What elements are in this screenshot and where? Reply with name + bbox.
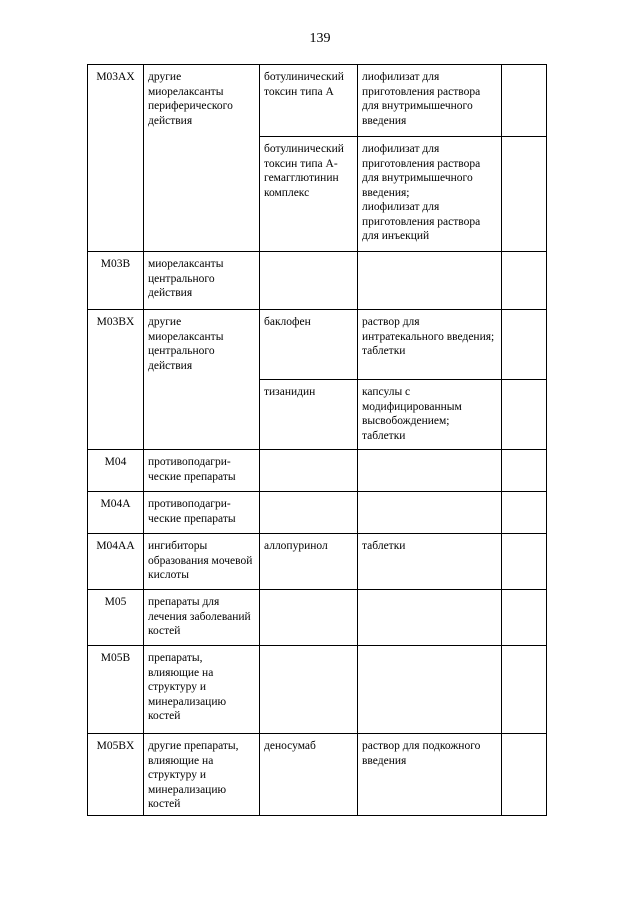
pharmacological-group-cell — [144, 646, 260, 734]
drug-name: деносумаб — [264, 740, 316, 752]
dosage-form-cell — [358, 65, 502, 137]
table-row — [88, 450, 547, 492]
table-row — [88, 646, 547, 734]
pharmacological-group: препараты для лечения заболеваний костей — [148, 596, 251, 637]
table-row — [88, 734, 547, 816]
pharmacological-group: противоподагри- ческие препараты — [148, 456, 236, 483]
drug-name: ботулинический токсин типа А-гемагглютинин комплекс — [264, 143, 344, 199]
pharmacological-group: ингибиторы образования мочевой кислоты — [148, 540, 253, 581]
drug-name: ботулинический токсин типа А — [264, 71, 344, 98]
drug-name-cell — [260, 65, 358, 137]
empty-cell — [502, 646, 547, 734]
medication-table — [87, 64, 547, 816]
pharmacological-group-cell — [144, 492, 260, 534]
table-row — [88, 252, 547, 310]
atc-code: M05B — [100, 652, 131, 664]
empty-cell — [502, 450, 547, 492]
empty-cell — [502, 310, 547, 380]
drug-name-cell — [260, 590, 358, 646]
drug-name-cell — [260, 450, 358, 492]
dosage-form-cell — [358, 252, 502, 310]
pharmacological-group: противоподагри- ческие препараты — [148, 498, 236, 525]
table-row — [88, 310, 547, 380]
pharmacological-group: другие миорелаксанты центрального действия — [148, 316, 224, 372]
atc-code-cell — [88, 252, 144, 310]
dosage-form-cell — [358, 450, 502, 492]
pharmacological-group-cell — [144, 590, 260, 646]
pharmacological-group-cell — [144, 734, 260, 816]
drug-name-cell — [260, 310, 358, 380]
drug-name-cell — [260, 252, 358, 310]
empty-cell — [502, 65, 547, 137]
empty-cell — [502, 534, 547, 590]
atc-code-cell — [88, 65, 144, 252]
atc-code: M03BX — [96, 316, 135, 328]
atc-code: M04A — [100, 498, 131, 510]
dosage-form-cell — [358, 734, 502, 816]
atc-code-cell — [88, 646, 144, 734]
atc-code: M05BX — [96, 740, 135, 752]
dosage-form: раствор для подкожного введения — [362, 740, 481, 767]
dosage-form: лиофилизат для приготовления раствора для внутримышечного введения — [362, 71, 481, 127]
dosage-form: лиофилизат для приготовления раствора для внутримышечного введения; лиофилизат для приготовления раствора для инъекций — [362, 143, 481, 242]
empty-cell — [502, 252, 547, 310]
empty-cell — [502, 137, 547, 252]
empty-cell — [502, 734, 547, 816]
table-row — [88, 590, 547, 646]
drug-name-cell — [260, 492, 358, 534]
dosage-form: капсулы с модифицированным высвобождением; таблетки — [362, 386, 462, 442]
dosage-form-cell — [358, 534, 502, 590]
pharmacological-group-cell — [144, 450, 260, 492]
atc-code-cell — [88, 492, 144, 534]
empty-cell — [502, 590, 547, 646]
pharmacological-group: препараты, влияющие на структуру и минерализацию костей — [148, 652, 227, 722]
table-row — [88, 534, 547, 590]
dosage-form-cell — [358, 492, 502, 534]
atc-code: M04 — [104, 456, 127, 468]
atc-code-cell — [88, 534, 144, 590]
atc-code: M03B — [100, 258, 131, 270]
drug-name-cell — [260, 137, 358, 252]
table-row — [88, 492, 547, 534]
pharmacological-group-cell — [144, 534, 260, 590]
dosage-form-cell — [358, 590, 502, 646]
pharmacological-group-cell — [144, 252, 260, 310]
pharmacological-group-cell — [144, 65, 260, 252]
table-row — [88, 65, 547, 137]
drug-name-cell — [260, 534, 358, 590]
atc-code: M05 — [104, 596, 127, 608]
atc-code-cell — [88, 590, 144, 646]
dosage-form-cell — [358, 380, 502, 450]
pharmacological-group: миорелаксанты центрального действия — [148, 258, 224, 299]
drug-name-cell — [260, 734, 358, 816]
pharmacological-group: другие препараты, влияющие на структуру и минерализацию костей — [148, 740, 239, 810]
page-number: 139 — [309, 31, 331, 46]
drug-name: аллопуринол — [264, 540, 328, 552]
dosage-form-cell — [358, 646, 502, 734]
atc-code: M04AA — [96, 540, 135, 552]
atc-code-cell — [88, 734, 144, 816]
empty-cell — [502, 492, 547, 534]
dosage-form: раствор для интратекального введения; таблетки — [362, 316, 495, 357]
empty-cell — [502, 380, 547, 450]
atc-code-cell — [88, 310, 144, 450]
drug-name-cell — [260, 380, 358, 450]
dosage-form-cell — [358, 137, 502, 252]
drug-name-cell — [260, 646, 358, 734]
pharmacological-group: другие миорелаксанты периферического действия — [148, 71, 233, 127]
drug-name: баклофен — [264, 316, 311, 328]
atc-code: M03AX — [96, 71, 135, 83]
dosage-form-cell — [358, 310, 502, 380]
pharmacological-group-cell — [144, 310, 260, 450]
drug-name: тизанидин — [264, 386, 316, 398]
dosage-form: таблетки — [362, 540, 406, 552]
atc-code-cell — [88, 450, 144, 492]
